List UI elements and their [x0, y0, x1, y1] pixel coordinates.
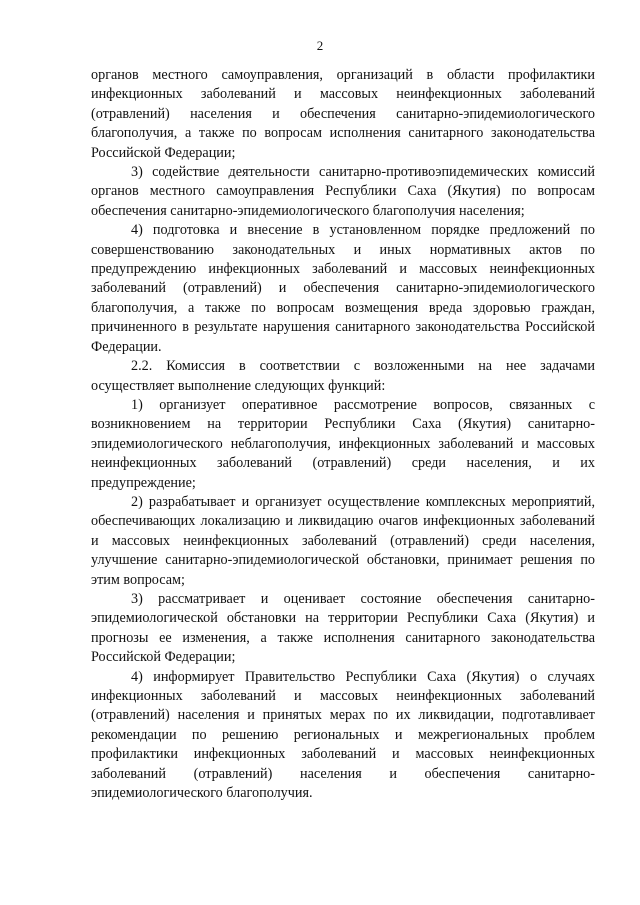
paragraph-continuation: органов местного самоуправления, организаций в области профилактики инфекционных заболеваний и массовых неинфекционных заболеваний (отравлений) населения и обеспечения санитарно-эпидемиологического благополучия, а также по вопросам исполнения санитарного законодательства Российской Федерации;	[91, 67, 595, 161]
document-body	[91, 66, 595, 803]
paragraph-function-1: 1) организует оперативное рассмотрение вопросов, связанных с возникновением на территории Республики Саха (Якутия) санитарно-эпидемиологического неблагополучия, инфекционных заболеваний и массовых неинфекционных заболеваний (отравлений) среди населения, и их предупреждение;	[91, 396, 595, 491]
page-number: 2	[316, 38, 324, 53]
paragraph-item-3: 3) содействие деятельности санитарно-противоэпидемических комиссий органов местного самоуправления Республики Саха (Якутия) по вопросам обеспечения санитарно-эпидемиологического благополучия населения;	[91, 164, 595, 219]
paragraph-function-2: 2) разрабатывает и организует осуществление комплексных мероприятий, обеспечивающих локализацию и ликвидацию очагов инфекционных заболеваний и массовых неинфекционных заболеваний (отравлений) среди населения, улучшение санитарно-эпидемиологической обстановки, принимает решения по этим вопросам;	[91, 493, 595, 588]
paragraph-function-4: 4) информирует Правительство Республики Саха (Якутия) о случаях инфекционных заболеваний и массовых неинфекционных заболеваний (отравлений) населения и принятых мерах по их ликвидации, подготавливает рекомендации по решению региональных и межрегиональных проблем профилактики инфекционных заболеваний и массовых неинфекционных заболеваний (отравлений) населения и обеспечения санитарно-эпидемиологического благополучия.	[91, 668, 595, 802]
paragraph-item-4: 4) подготовка и внесение в установленном порядке предложений по совершенствованию законодательных и иных нормативных актов по предупреждению инфекционных заболеваний и массовых неинфекционных заболеваний (отравлений) и обеспечения санитарно-эпидемиологического благополучия, а также по вопросам возмещения вреда здоровью граждан, причиненного в результате нарушения санитарного законодательства Российской Федерации.	[91, 222, 595, 355]
paragraph-section-2-2: 2.2. Комиссия в соответствии с возложенными на нее задачами осуществляет выполнение следующих функций:	[91, 358, 595, 394]
paragraph-function-3: 3) рассматривает и оценивает состояние обеспечения санитарно-эпидемиологической обстановки на территории Республики Саха (Якутия) и прогнозы ее изменения, а также исполнения санитарного законодательства Российской Федерации;	[91, 590, 595, 666]
